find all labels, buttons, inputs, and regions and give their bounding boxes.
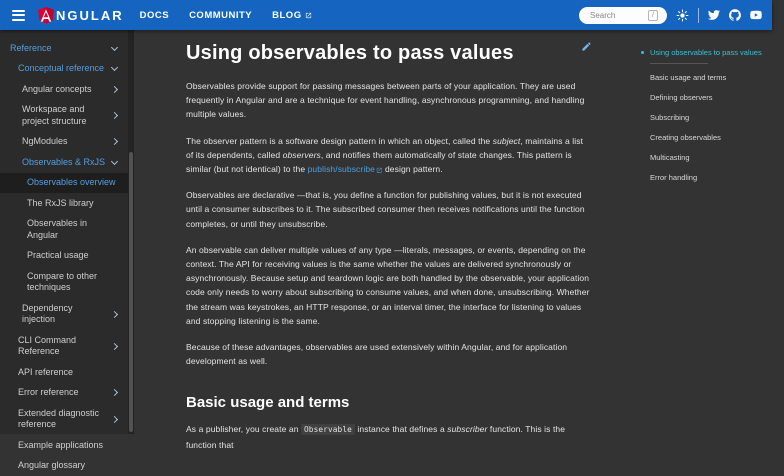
toc-item-label: Basic usage and terms (650, 73, 726, 82)
sidebar-item-label: NgModules (22, 136, 112, 148)
sidebar-item-workspace-and-project-structure[interactable] (0, 100, 128, 132)
sidebar-item-label: Error reference (18, 387, 112, 399)
hamburger-menu-button[interactable] (8, 6, 29, 25)
sidebar-item-label: Dependency injection (22, 303, 112, 326)
sidebar-item-label: CLI Command Reference (18, 335, 112, 358)
chevron-right-icon (111, 415, 118, 422)
toc-item-defining-observers[interactable] (634, 87, 784, 107)
chevron-right-icon (111, 138, 118, 145)
sidebar-item-compare-to-other-techniques[interactable] (0, 266, 128, 298)
external-link-icon (305, 12, 312, 19)
sidebar-item-ngmodules[interactable] (0, 132, 128, 153)
header-divider (698, 8, 699, 23)
sidebar-item-angular-glossary[interactable] (0, 456, 128, 476)
chevron-down-icon (111, 44, 118, 51)
sidebar-item-label: The RxJS library (27, 198, 120, 210)
search-box[interactable] (579, 7, 667, 24)
logo-text: NGULAR (56, 8, 124, 23)
page-title: Using observables to pass values (186, 42, 514, 65)
header-right-controls (579, 7, 762, 24)
sun-icon (676, 9, 689, 22)
paragraph: The observer pattern is a software design pattern in which an object, called the subject, maintains a list of its dependents, called observers, and notifies them automatically of state changes. This pattern is similar (but not identical) to the publish/subscribe design pattern. (186, 134, 592, 177)
sidebar-item-angular-concepts[interactable] (0, 79, 128, 100)
external-link-icon (376, 167, 383, 174)
table-of-contents (634, 30, 784, 434)
sidebar-item-label: Observables & RxJS (22, 157, 112, 169)
paragraph: Observables provide support for passing messages between parts of your application. They are used frequently in Angular and are a technique for event handling, asynchronous programming, and handling multiple values. (186, 79, 592, 122)
toc-item-label: Multicasting (650, 153, 690, 162)
sidebar-item-label: Angular concepts (22, 84, 112, 96)
section-paragraphs (186, 422, 592, 451)
sidebar-item-observables-in-angular[interactable] (0, 214, 128, 246)
search-input[interactable] (588, 10, 648, 21)
sidebar-item-practical-usage[interactable] (0, 246, 128, 267)
sidebar-item-label: Compare to other techniques (27, 271, 120, 294)
sidebar-scrollbar[interactable] (128, 30, 134, 434)
sidebar-item-cli-command-reference[interactable] (0, 330, 128, 362)
sidebar-item-label: Extended diagnostic reference (18, 408, 112, 431)
sidebar-item-label: API reference (18, 367, 120, 379)
toc-item-using-observables-to-pass-values[interactable] (634, 42, 784, 62)
paragraph: Observables are declarative —that is, you define a function for publishing values, but it is not executed until a consumer subscribes to it. The subscribed consumer then receives notifications until the function completes, or until they unsubscribe. (186, 188, 592, 231)
youtube-icon[interactable] (750, 9, 762, 21)
sidebar-item-the-rxjs-library[interactable] (0, 193, 128, 214)
sidebar-item-label: Workspace and project structure (22, 104, 112, 127)
chevron-down-icon (111, 64, 118, 71)
toc-item-subscribing[interactable] (634, 107, 784, 127)
toc-item-label: Subscribing (650, 113, 689, 122)
twitter-icon[interactable] (708, 9, 720, 21)
toc-item-label: Creating observables (650, 133, 721, 142)
sidebar-item-example-applications[interactable] (0, 435, 128, 456)
slash-shortcut-hint: / (648, 10, 658, 21)
sidebar-item-dependency-injection[interactable] (0, 298, 128, 330)
main-content (134, 30, 772, 434)
angular-shield-icon (37, 6, 55, 25)
sidebar-item-observables-rxjs[interactable] (0, 152, 128, 173)
paragraph: As a publisher, you create an Observable instance that defines a subscriber function. This is the function that (186, 422, 592, 451)
angular-logo[interactable] (37, 6, 124, 25)
toc-item-multicasting[interactable] (634, 147, 784, 167)
nav-link-community[interactable]: COMMUNITY (189, 10, 252, 21)
sidebar-scrollbar-thumb[interactable] (129, 152, 133, 432)
sidebar-item-conceptual-reference[interactable] (0, 59, 128, 80)
toc-item-creating-observables[interactable] (634, 127, 784, 147)
section-heading: Basic usage and terms (186, 394, 592, 411)
inline-link-publish-subscribe[interactable]: publish/subscribe (308, 164, 383, 174)
sidebar-item-error-reference[interactable] (0, 383, 128, 404)
article (186, 30, 592, 434)
sidebar-nav (0, 30, 134, 434)
toc-item-label: Using observables to pass values (650, 48, 762, 57)
hamburger-icon (12, 10, 25, 12)
nav-link-docs[interactable]: DOCS (140, 10, 169, 21)
intro-paragraphs (186, 79, 592, 368)
nav-link-blog[interactable]: BLOG (272, 10, 311, 21)
sidebar-item-api-reference[interactable] (0, 362, 128, 383)
sidebar-item-label: Observables overview (27, 177, 120, 189)
sidebar-item-label: Conceptual reference (18, 63, 112, 75)
paragraph: An observable can deliver multiple values of any type —literals, messages, or events, depending on the context. The API for receiving values is the same whether the values are delivered synchronously or asynchronously. Because setup and teardown logic are both handled by the observable, your application code only needs to worry about subscribing to consume values, and when done, unsubscribing. Whether the stream was keystrokes, an HTTP response, or an interval timer, the interface for listening to values and stopping listening is the same. (186, 243, 592, 328)
paragraph: Because of these advantages, observables are used extensively within Angular, and for application development as well. (186, 340, 592, 368)
top-nav (140, 10, 312, 21)
inline-code: Observable (301, 424, 355, 435)
toc-item-error-handling[interactable] (634, 167, 784, 187)
sidebar-item-label: Observables in Angular (27, 218, 120, 241)
sidebar-item-label: Practical usage (27, 250, 120, 262)
theme-toggle-button[interactable] (676, 9, 689, 22)
sidebar-item-extended-diagnostic-reference[interactable] (0, 403, 128, 435)
toc-item-basic-usage-and-terms[interactable] (634, 67, 784, 87)
chevron-right-icon (111, 389, 118, 396)
sidebar-item-label: Reference (10, 43, 112, 55)
toc-item-label: Error handling (650, 173, 697, 182)
chevron-down-icon (111, 158, 118, 165)
sidebar-item-reference[interactable] (0, 38, 128, 59)
github-icon[interactable] (729, 9, 741, 21)
toc-active-bullet-icon (641, 51, 644, 54)
toc-divider (650, 63, 708, 64)
toc-item-label: Defining observers (650, 93, 713, 102)
sidebar-item-label: Example applications (18, 440, 120, 452)
chevron-right-icon (111, 342, 118, 349)
sidebar-item-observables-overview[interactable] (0, 173, 128, 194)
chevron-right-icon (111, 86, 118, 93)
chevron-right-icon (111, 112, 118, 119)
sidebar-item-label: Angular glossary (18, 460, 120, 472)
top-bar (0, 0, 772, 30)
edit-pencil-icon[interactable] (581, 40, 592, 55)
chevron-right-icon (111, 310, 118, 317)
